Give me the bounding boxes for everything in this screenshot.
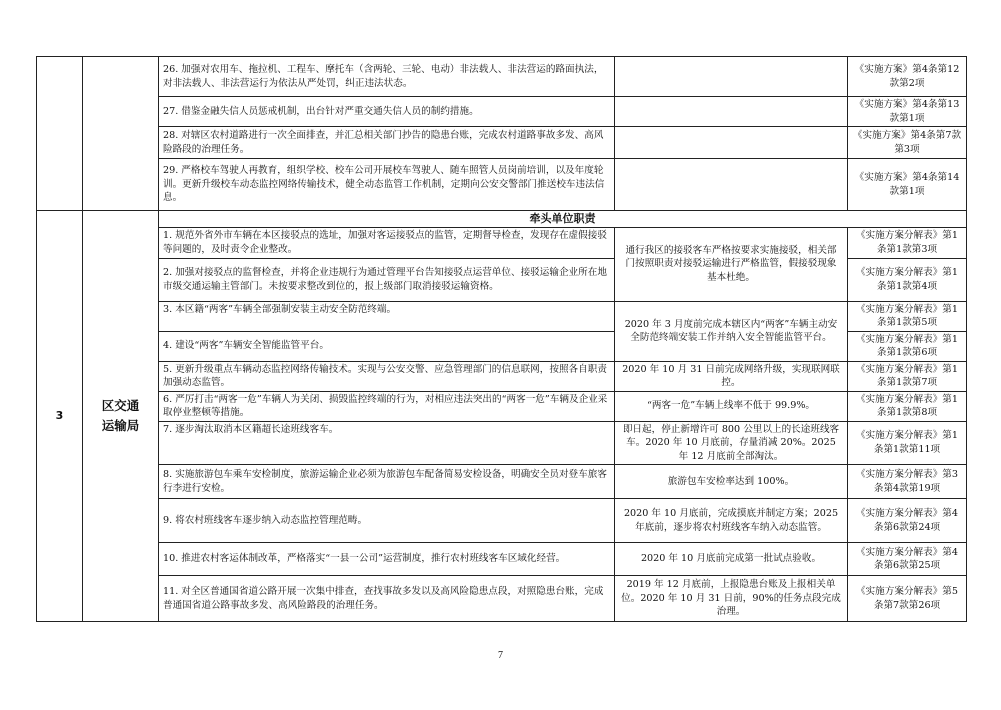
responsibility-text: 旅游包车安检率达到 100%。 [615, 465, 848, 499]
task-text: 5. 更新升级重点车辆动态监控网络传输技术。实现与公安交警、应急管理部门的信息联网，按照各自职责加强动态监管。 [159, 361, 615, 391]
task-text: 26. 加强对农用车、拖拉机、工程车、摩托车（含两轮、三轮、电动）非法载人、非法营运的路面执法，对非法载人、非法营运行为依法从严处罚，纠正违法状态。 [159, 57, 615, 97]
task-text: 28. 对辖区农村道路进行一次全面排查，并汇总相关部门抄告的隐患台账，完成农村道路事故多发、高风险路段的治理任务。 [159, 127, 615, 159]
reference-text: 《实施方案分解表》第5条第7款第26项 [848, 576, 967, 622]
table-row [37, 301, 967, 331]
section-header: 牵头单位职责 [159, 211, 967, 228]
table-row [37, 211, 967, 228]
task-text: 27. 借鉴金融失信人员惩戒机制，出台针对严重交通失信人员的制约措施。 [159, 97, 615, 127]
reference-text: 《实施方案分解表》第4条第6款第25项 [848, 543, 967, 576]
reference-text: 《实施方案》第4条第12款第2项 [848, 57, 967, 97]
responsibility-table [36, 56, 967, 622]
department-text: 区交通运输局 [101, 398, 140, 433]
table-row [37, 543, 967, 576]
reference-text: 《实施方案分解表》第3条第4款第19项 [848, 465, 967, 499]
task-text: 10. 推进农村客运体制改革，严格落实“一县一公司”运营制度，推行农村班线客车区域化经营。 [159, 543, 615, 576]
table-row [37, 159, 967, 211]
responsibility-text: “两客一危”车辆上线率不低于 99.9%。 [615, 391, 848, 421]
reference-text: 《实施方案分解表》第1条第1款第6项 [848, 331, 967, 361]
reference-text: 《实施方案》第4条第14款第1项 [848, 159, 967, 211]
table-row [37, 97, 967, 127]
task-text: 7. 逐步淘汰取消本区籍超长途班线客车。 [159, 421, 615, 465]
task-text: 11. 对全区普通国省道公路开展一次集中排查，查找事故多发以及高风险隐患点段，对照隐患台账，完成普通国省道公路事故多发、高风险路段的治理任务。 [159, 576, 615, 622]
page-number: 7 [498, 650, 503, 661]
table-row [37, 57, 967, 97]
responsibility-text [615, 127, 848, 159]
responsibility-text [615, 159, 848, 211]
responsibility-text: 2020 年 10 月底前完成第一批试点验收。 [615, 543, 848, 576]
table-row [37, 391, 967, 421]
table-row [37, 127, 967, 159]
task-text: 8. 实施旅游包车乘车安检制度，旅游运输企业必须为旅游包车配备简易安检设备，明确安全员对登车旅客行李进行安检。 [159, 465, 615, 499]
task-text: 3. 本区籍“两客”车辆全部强制安装主动安全防范终端。 [159, 301, 615, 331]
task-text: 29. 严格校车驾驶人再教育，组织学校、校车公司开展校车驾驶人、随车照管人员岗前培训，以及年度轮训。更新升级校车动态监控网络传输技术，健全动态监管工作机制，定期向公安交警部门推送校车违法信息。 [159, 159, 615, 211]
responsibility-text: 2020 年 10 月 31 日前完成网络升级，实现联网联控。 [615, 361, 848, 391]
task-text: 4. 建设“两客”车辆安全智能监管平台。 [159, 331, 615, 361]
table-row [37, 227, 967, 258]
responsibility-text: 2020 年 10 月底前，完成摸底并制定方案；2025 年底前，逐步将农村班线客车纳入动态监管。 [615, 499, 848, 543]
blank-number-cell [37, 57, 83, 211]
reference-text: 《实施方案分解表》第1条第1款第11项 [848, 421, 967, 465]
responsibility-text [615, 57, 848, 97]
responsibility-text: 2019 年 12 月底前，上报隐患台账及上报相关单位。2020 年 10 月 31 日前，90%的任务点段完成治理。 [615, 576, 848, 622]
reference-text: 《实施方案分解表》第1条第1款第8项 [848, 391, 967, 421]
table-row [37, 361, 967, 391]
task-text: 6. 严厉打击“两客一危”车辆人为关闭、损毁监控终端的行为，对相应违法突出的“两客一危”车辆及企业采取停业整顿等措施。 [159, 391, 615, 421]
reference-text: 《实施方案》第4条第7款第3项 [848, 127, 967, 159]
reference-text: 《实施方案分解表》第1条第1款第3项 [848, 227, 967, 258]
reference-text: 《实施方案》第4条第13款第1项 [848, 97, 967, 127]
table-row [37, 499, 967, 543]
row-number: 3 [37, 211, 83, 622]
table-row [37, 576, 967, 622]
reference-text: 《实施方案分解表》第1条第1款第7项 [848, 361, 967, 391]
responsibility-text: 2020 年 3 月度前完成本辖区内“两客”车辆主动安全防范终端安装工作并纳入安全智能监管平台。 [615, 301, 848, 361]
task-text: 1. 规范外省外市车辆在本区接驳点的选址，加强对客运接驳点的监管，定期督导检查，发现存在虚假接驳等问题的，及时责令企业整改。 [159, 227, 615, 258]
blank-department-cell [83, 57, 159, 211]
task-text: 9. 将农村班线客车逐步纳入动态监控管理范畴。 [159, 499, 615, 543]
department-name [83, 211, 159, 622]
responsibility-text [615, 97, 848, 127]
reference-text: 《实施方案分解表》第4条第6款第24项 [848, 499, 967, 543]
reference-text: 《实施方案分解表》第1条第1款第5项 [848, 301, 967, 331]
table-row [37, 465, 967, 499]
reference-text: 《实施方案分解表》第1条第1款第4项 [848, 258, 967, 301]
table-row [37, 421, 967, 465]
responsibility-text: 通行我区的接驳客车严格按要求实施接驳，相关部门按照职责对接驳运输进行严格监管，假接驳现象基本杜绝。 [615, 227, 848, 301]
task-text: 2. 加强对接驳点的监督检查，并将企业违规行为通过管理平台告知接驳点运营单位、接驳运输企业所在地市级交通运输主管部门。未按要求整改到位的，报上级部门取消接驳运输资格。 [159, 258, 615, 301]
responsibility-text: 即日起，停止新增许可 800 公里以上的长途班线客车。2020 年 10 月底前，存量消减 20%。2025 年 12 月底前全部淘汰。 [615, 421, 848, 465]
